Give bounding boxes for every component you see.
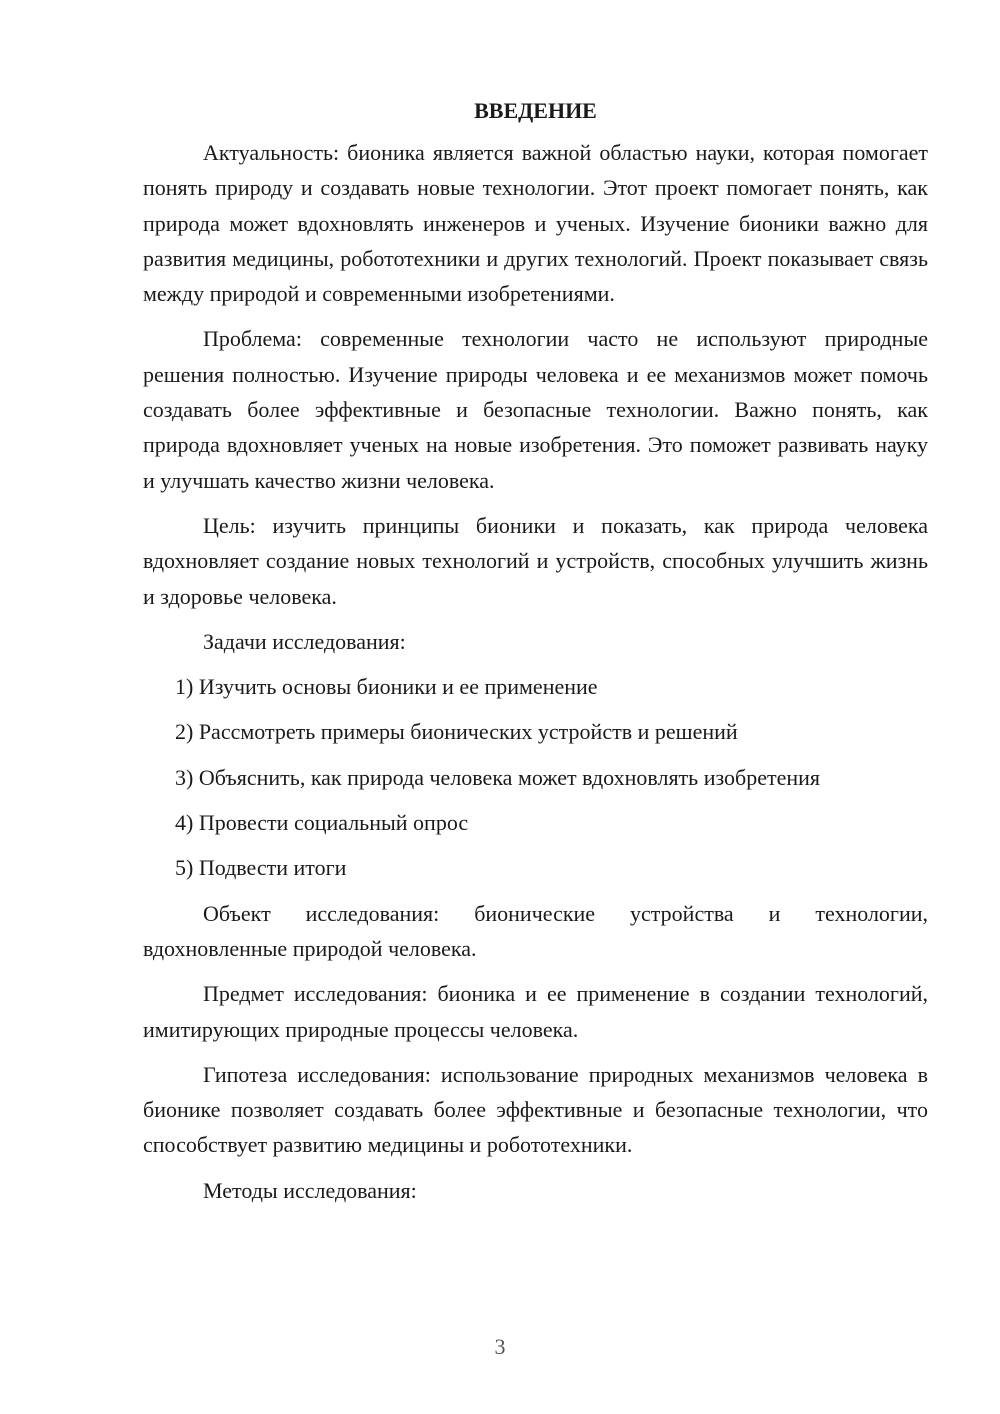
list-item: 3) Объяснить, как природа человека может вдохновлять изобретения xyxy=(175,764,821,790)
page-content xyxy=(143,96,928,1218)
paragraph-hypothesis: Гипотеза исследования: использование природных механизмов человека в бионике позволяет создавать более эффективные и безопасные технологии, что способствует развитию медицины и робототехники. xyxy=(143,1061,928,1158)
paragraph-object: Объект исследования: бионические устройства и технологии, вдохновленные природой человека. xyxy=(143,900,928,961)
tasks-list xyxy=(143,669,928,885)
list-item: 4) Провести социальный опрос xyxy=(175,810,469,836)
methods-heading: Методы исследования: xyxy=(203,1177,417,1203)
paragraph-problem: Проблема: современные технологии часто не используют природные решения полностью. Изучение природы человека и ее механизмов может помочь создавать более эффективные и безопасные технологии. Важно понять, как природа вдохновляет ученых на новые изобретения. Это поможет развивать науку и улучшать качество жизни человека. xyxy=(143,326,928,493)
paragraph-relevance: Актуальность: бионика является важной областью науки, которая помогает понять природу и создавать новые технологии. Этот проект помогает понять, как природа может вдохновлять инженеров и ученых. Изучение бионики важно для развития медицины, робототехники и других технологий. Проект показывает связь между природой и современными изобретениями. xyxy=(143,140,928,307)
paragraph-goal: Цель: изучить принципы бионики и показать, как природа человека вдохновляет создание новых технологий и устройств, способных улучшить жизнь и здоровье человека. xyxy=(143,512,928,609)
page-title: ВВЕДЕНИЕ xyxy=(474,98,597,123)
paragraph-subject: Предмет исследования: бионика и ее применение в создании технологий, имитирующих природные процессы человека. xyxy=(143,981,928,1042)
tasks-heading: Задачи исследования: xyxy=(203,628,406,654)
list-item: 5) Подвести итоги xyxy=(175,855,347,881)
page-number: 3 xyxy=(494,1334,506,1359)
list-item: 1) Изучить основы бионики и ее применение xyxy=(175,674,598,700)
list-item: 2) Рассмотреть примеры бионических устройств и решений xyxy=(175,719,738,745)
